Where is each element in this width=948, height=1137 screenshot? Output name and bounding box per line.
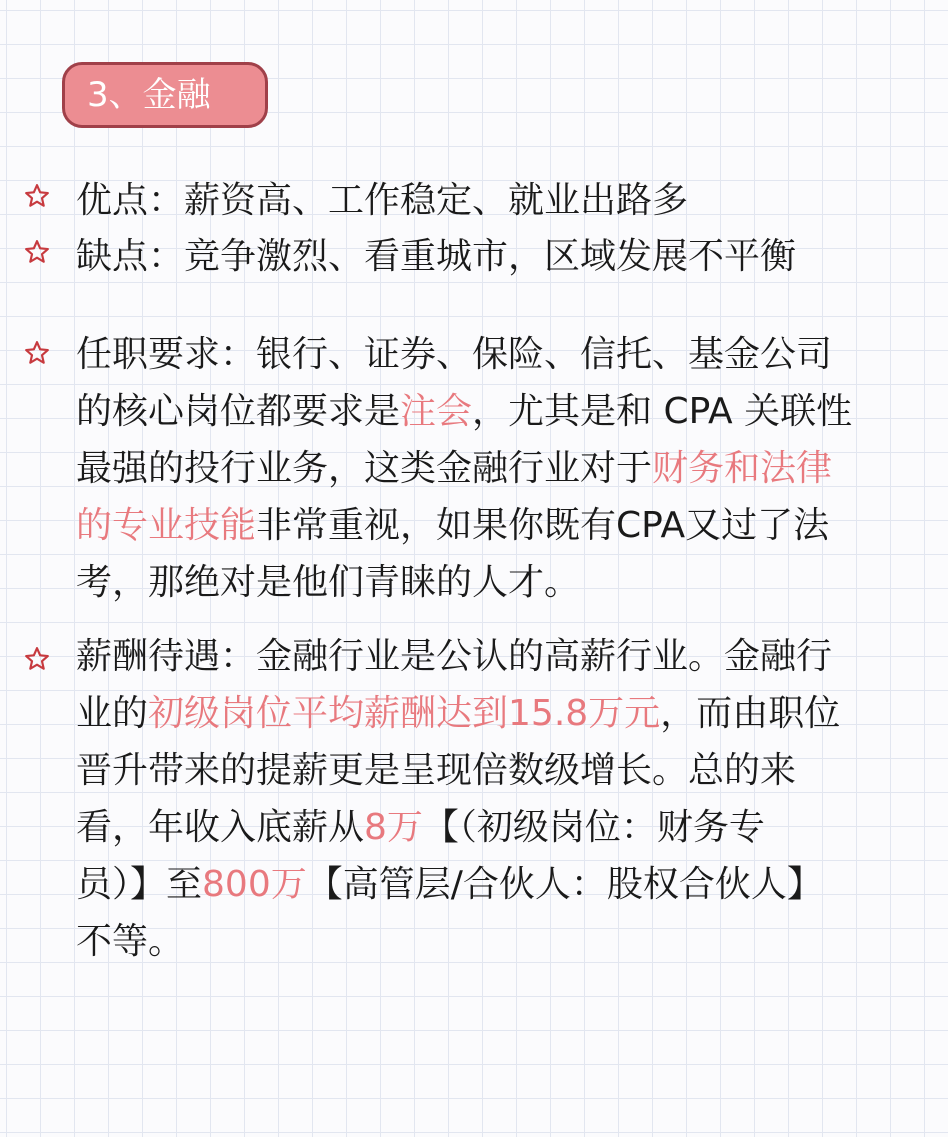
- highlight-text: 8万: [364, 807, 423, 848]
- highlight-text: 财务和法律: [652, 448, 833, 489]
- cons-text: 缺点：竞争激烈、看重城市，区域发展不平衡: [76, 236, 797, 277]
- requirements-text: [76, 326, 852, 611]
- pros-cons-list: [0, 173, 948, 285]
- star-outline-icon: [24, 646, 50, 672]
- salary-line: 员）】至800万【高管层/合伙人：股权合伙人】: [76, 864, 823, 905]
- highlight-text: 注会: [400, 391, 473, 432]
- star-outline-icon: [24, 239, 50, 265]
- section-title: 3、金融: [87, 75, 211, 115]
- salary-line: 薪酬待遇：金融行业是公认的高薪行业。金融行: [76, 636, 833, 677]
- salary-line: 业的初级岗位平均薪酬达到15.8万元，而由职位: [76, 693, 841, 734]
- star-outline-icon: [24, 340, 50, 366]
- salary-line: 看，年收入底薪从8万【（初级岗位：财务专: [76, 807, 765, 848]
- requirements-line: 最强的投行业务，这类金融行业对于财务和法律: [76, 448, 833, 489]
- salary-text: [76, 628, 840, 970]
- highlight-text: 的专业技能: [76, 505, 257, 546]
- section-title-badge: [62, 62, 268, 128]
- requirements-line: 考，那绝对是他们青睐的人才。: [76, 562, 581, 603]
- pros-item: [0, 173, 948, 229]
- requirements-line: 的核心岗位都要求是注会，尤其是和 CPA 关联性: [76, 391, 853, 432]
- salary-line: 晋升带来的提薪更是呈现倍数级增长。总的来: [76, 750, 797, 791]
- salary-item: [0, 628, 948, 973]
- cons-item: [0, 229, 948, 285]
- star-outline-icon: [24, 183, 50, 209]
- requirements-item: [0, 326, 948, 616]
- requirements-line: 的专业技能非常重视，如果你既有CPA又过了法: [76, 505, 830, 546]
- highlight-text: 800万: [202, 864, 307, 905]
- requirements-line: 任职要求：银行、证券、保险、信托、基金公司: [76, 334, 833, 375]
- salary-line: 不等。: [76, 921, 185, 962]
- highlight-text: 初级岗位平均薪酬达到15.8万元: [148, 693, 661, 734]
- pros-text: 优点：薪资高、工作稳定、就业出路多: [76, 180, 689, 221]
